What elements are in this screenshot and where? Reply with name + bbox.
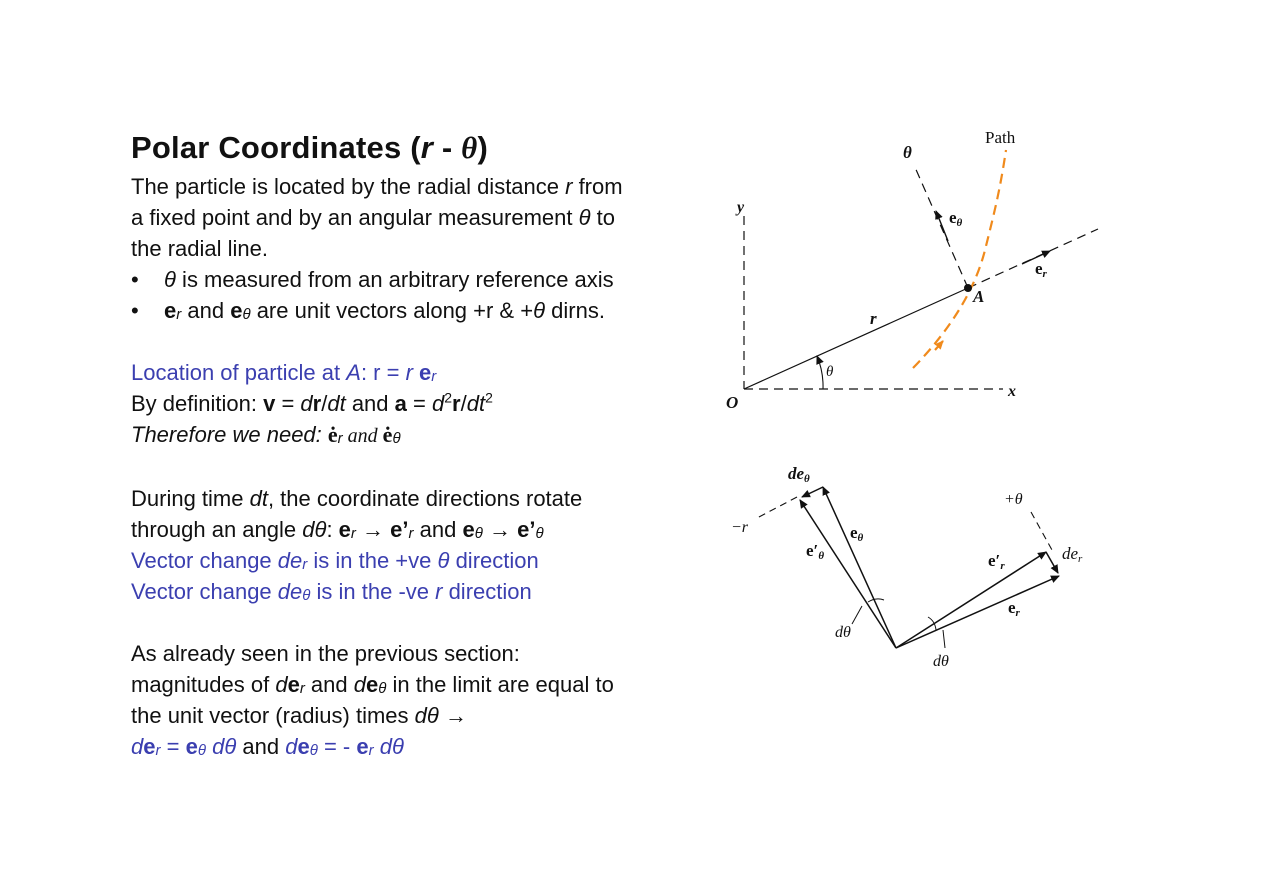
summary-line-1: As already seen in the previous section: — [131, 641, 520, 666]
slide-title: Polar Coordinates (r - θ) — [131, 130, 488, 165]
de-theta-label: deθ — [788, 464, 810, 485]
rotate-line-1: During time dt, the coordinate directions rotate — [131, 486, 583, 511]
point-a-label: A — [973, 287, 985, 306]
summary-line-2: magnitudes of $de_r$ and $de_\theta$ in the limit are equal to — [131, 672, 614, 697]
polar-position-diagram — [726, 128, 1098, 412]
e-theta-label: eθ — [949, 208, 963, 229]
minus-r-label: −r — [731, 519, 749, 536]
rotate-line-2: through an angle dθ: $e_r$ → $e’_r$ and $e_\theta$ → $e’_\theta$ — [131, 517, 544, 542]
text-column — [131, 128, 731, 762]
summary-line-3: the unit vector (radius) times dθ → — [131, 703, 467, 728]
polar-diagrams — [715, 120, 1135, 680]
de-r-label: der — [1062, 544, 1083, 565]
e-r-label: er — [1035, 259, 1047, 280]
dtheta-label-1: dθ — [835, 624, 851, 641]
intro-line-2: a fixed point and by an angular measurement θ to — [131, 205, 616, 230]
change-line-detheta: Vector change $de_\theta$ is in the -ve r direction — [131, 579, 532, 604]
unit-vector-change-diagram — [731, 464, 1083, 670]
e-r-prime-vector — [896, 552, 1046, 648]
e-theta-vector — [823, 487, 896, 648]
dtheta-leader-1 — [852, 606, 862, 624]
e-r-vector — [896, 576, 1059, 648]
intro-line-3: the radial line. — [131, 236, 268, 261]
de-r-vector — [1046, 552, 1058, 573]
angle-arc — [817, 356, 823, 389]
need-line: Therefore we need: $ė_r$ and $ė_\theta$ — [131, 422, 401, 447]
e-theta-arrow — [936, 211, 948, 241]
bullet-unit-vectors: • $e_r$ and $e_\theta$ are unit vectors along +r & +θ dirns. — [131, 298, 605, 323]
x-axis-label: x — [1008, 383, 1016, 400]
location-line: Location of particle at A: r = r $e_r$ — [131, 360, 437, 385]
path-curve — [913, 150, 1006, 368]
e-r-prime-label: e′r — [988, 551, 1005, 572]
angle-label: θ — [826, 364, 834, 380]
point-a — [964, 284, 972, 292]
minus-r-line — [757, 497, 797, 518]
e-theta-prime-label: e′θ — [806, 541, 825, 562]
radius-line — [744, 288, 968, 389]
bullet-reference-axis: • θ is measured from an arbitrary reference axis — [131, 267, 614, 292]
intro-line-1: The particle is located by the radial distance r from — [131, 174, 623, 199]
path-label: Path — [985, 128, 1016, 147]
change-line-der: Vector change $de_r$ is in the +ve θ direction — [131, 548, 539, 573]
theta-axis-label: θ — [903, 143, 912, 162]
dtheta-leader-2 — [943, 630, 945, 648]
radius-label: r — [870, 309, 877, 328]
result-equation: $de_r = e_\theta$ dθ and $de_\theta$ = - $e_r$ dθ — [131, 734, 404, 759]
plus-theta-label: +θ — [1004, 491, 1023, 508]
dtheta-label-2: dθ — [933, 653, 949, 670]
e-theta-vector-label: eθ — [850, 523, 864, 544]
y-axis-label: y — [737, 199, 745, 216]
dtheta-arc-theta — [868, 599, 884, 602]
definition-line: By definition: v = dr/dt and $a = d^2r/dt^2$ — [131, 389, 493, 416]
origin-label: O — [726, 393, 739, 412]
de-theta-vector — [802, 487, 823, 497]
plus-theta-line — [1031, 512, 1052, 550]
e-r-vector-label: er — [1008, 598, 1020, 619]
